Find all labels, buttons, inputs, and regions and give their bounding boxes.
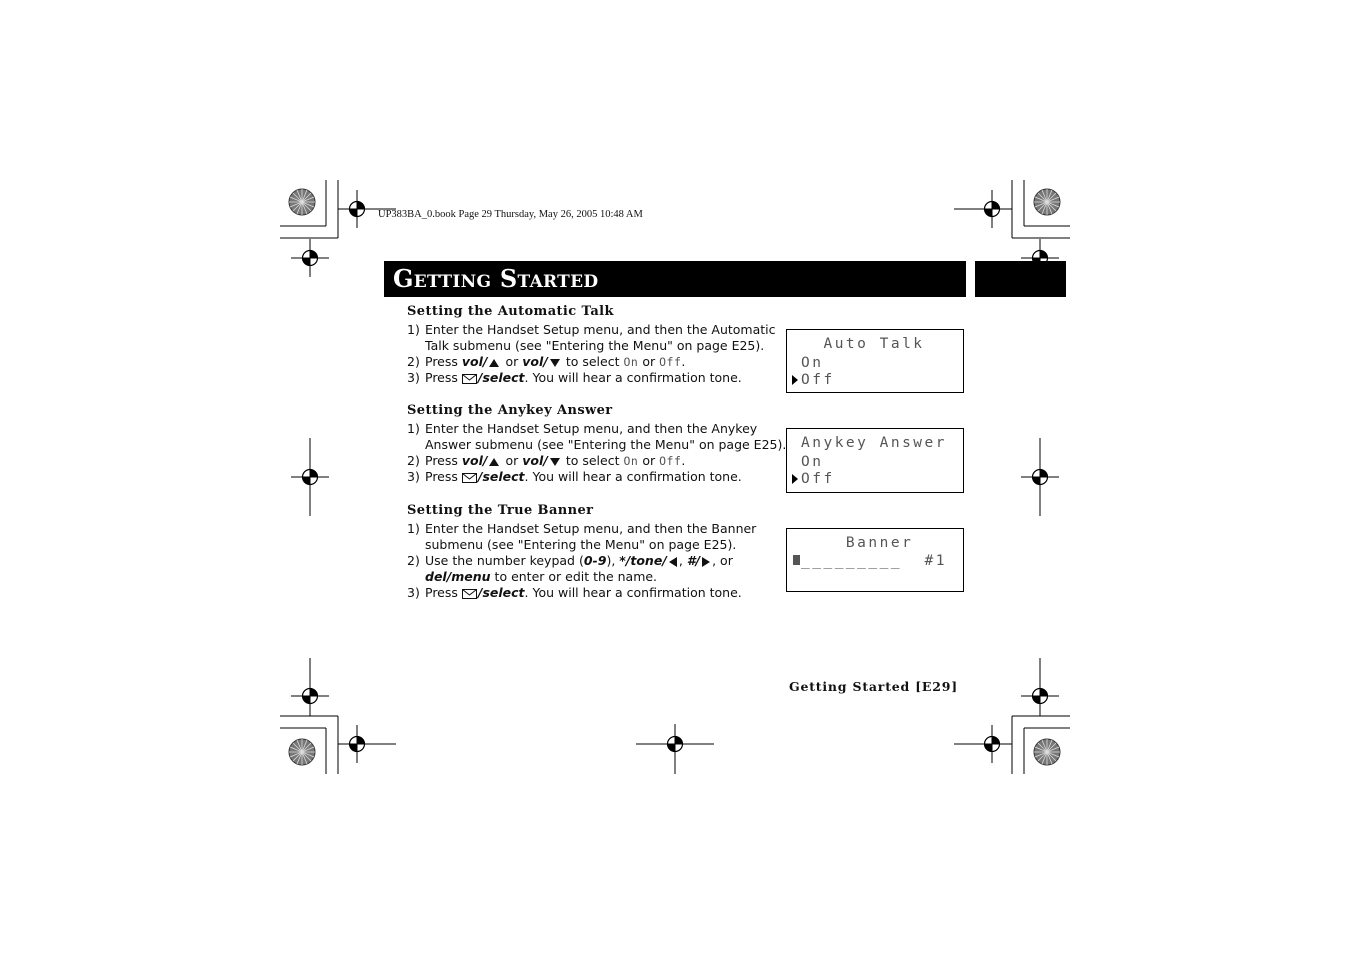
step: 2) Use the number keypad (0-9), */tone/ , #/ , or bbox=[407, 553, 733, 568]
file-info-header: UP383BA_0.book Page 29 Thursday, May 26, 2005 10:48 AM bbox=[378, 209, 643, 220]
step: 2) Press vol/ or vol/ to select On or Off. bbox=[407, 453, 686, 468]
step: 1) Enter the Handset Setup menu, and then the Automatic bbox=[407, 322, 776, 337]
tone-key: */tone/ bbox=[619, 553, 667, 568]
section-banner bbox=[384, 261, 966, 297]
step-continued: submenu (see "Entering the Menu" on page E25). bbox=[425, 537, 737, 552]
down-arrow-icon bbox=[550, 359, 560, 367]
number-keys: 0-9 bbox=[583, 553, 607, 568]
selection-cursor-icon bbox=[792, 375, 798, 385]
step-continued: Talk submenu (see "Entering the Menu" on page E25). bbox=[425, 338, 765, 353]
vol-down-key: vol/ bbox=[522, 453, 548, 468]
select-key: /select bbox=[477, 585, 525, 600]
pound-key: #/ bbox=[686, 553, 701, 568]
del-menu-key: del/menu bbox=[425, 569, 491, 584]
lcd-screen-anykey-answer: Anykey Answer On Off bbox=[786, 428, 964, 493]
left-arrow-icon bbox=[669, 557, 677, 567]
chapter-tab bbox=[975, 261, 1066, 297]
step: 1) Enter the Handset Setup menu, and then the Anykey bbox=[407, 421, 758, 436]
vol-down-key: vol/ bbox=[522, 354, 548, 369]
step-continued: Answer submenu (see "Entering the Menu" on page E25). bbox=[425, 437, 787, 452]
vol-up-key: vol/ bbox=[461, 453, 488, 468]
right-arrow-icon bbox=[702, 557, 710, 567]
step-continued: del/menu to enter or edit the name. bbox=[425, 569, 658, 584]
select-key: /select bbox=[477, 370, 525, 385]
banner-title: Getting Started bbox=[393, 264, 599, 293]
envelope-icon bbox=[462, 374, 477, 384]
envelope-icon bbox=[462, 473, 477, 483]
vol-up-key: vol/ bbox=[461, 354, 488, 369]
section-heading: Setting the Anykey Answer bbox=[407, 403, 613, 418]
step: 2) Press vol/ or vol/ to select On or Off. bbox=[407, 354, 686, 369]
up-arrow-icon bbox=[489, 458, 499, 466]
lcd-screen-auto-talk: Auto Talk On Off bbox=[786, 329, 964, 393]
step: 3) Press /select. You will hear a confirmation tone. bbox=[407, 469, 742, 484]
envelope-icon bbox=[462, 589, 477, 599]
step: 3) Press /select. You will hear a confirmation tone. bbox=[407, 370, 742, 385]
up-arrow-icon bbox=[489, 359, 499, 367]
page-footer: Getting Started [E29] bbox=[789, 679, 958, 694]
select-key: /select bbox=[477, 469, 525, 484]
down-arrow-icon bbox=[550, 458, 560, 466]
lcd-screen-banner: Banner _________ #1 bbox=[786, 528, 964, 592]
step: 1) Enter the Handset Setup menu, and then the Banner bbox=[407, 521, 757, 536]
section-heading: Setting the True Banner bbox=[407, 503, 594, 518]
section-heading: Setting the Automatic Talk bbox=[407, 304, 614, 319]
selection-cursor-icon bbox=[792, 474, 798, 484]
text-cursor-block bbox=[793, 555, 800, 565]
step: 3) Press /select. You will hear a confirmation tone. bbox=[407, 585, 742, 600]
